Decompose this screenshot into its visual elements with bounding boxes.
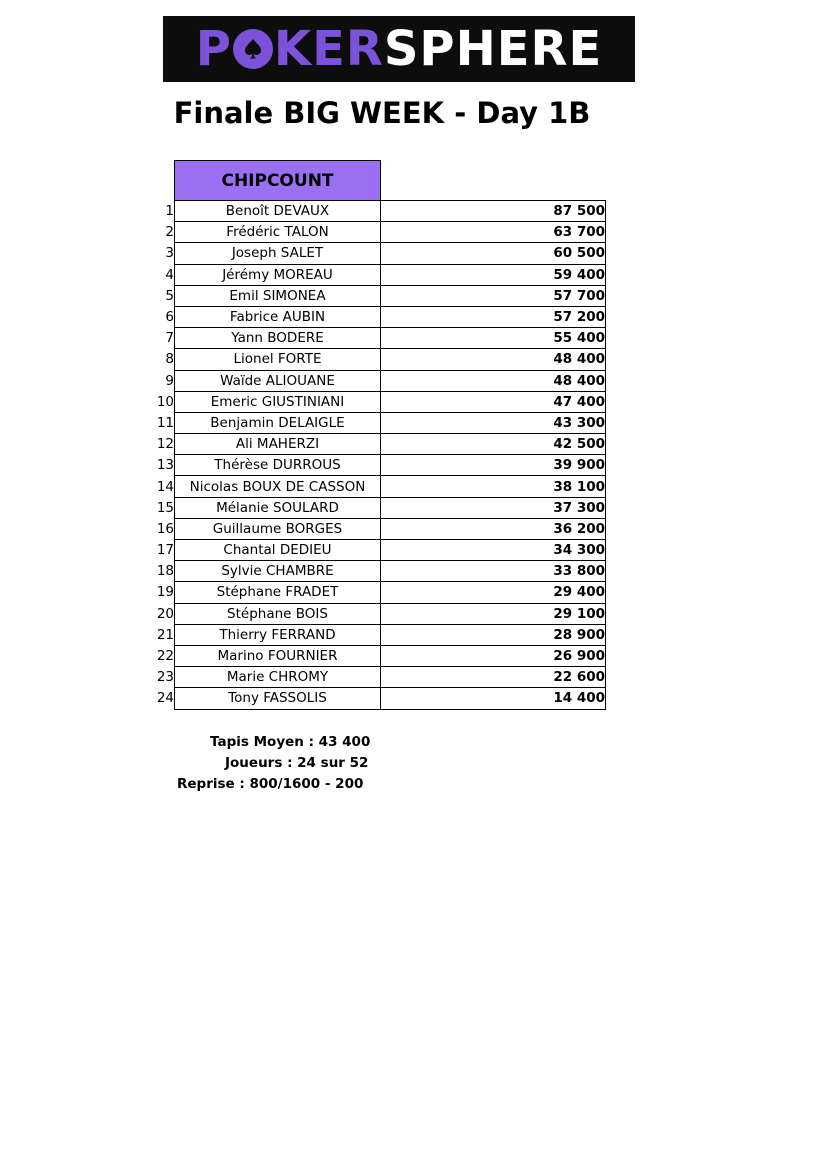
- table-row: [150, 412, 606, 433]
- player-name: Jérémy MOREAU: [175, 264, 381, 285]
- player-rank: 7: [165, 330, 174, 347]
- player-rank: 12: [156, 436, 174, 453]
- player-chips: 39 900: [381, 455, 606, 476]
- table-row: [150, 264, 606, 285]
- player-name: Emeric GIUSTINIANI: [175, 391, 381, 412]
- player-rank: 5: [165, 287, 174, 304]
- player-chips: 43 300: [381, 412, 606, 433]
- player-chips: 59 400: [381, 264, 606, 285]
- player-chips: 87 500: [381, 201, 606, 222]
- player-name: Fabrice AUBIN: [175, 306, 381, 327]
- player-name: Sylvie CHAMBRE: [175, 561, 381, 582]
- player-chips: 55 400: [381, 328, 606, 349]
- spade-icon: [233, 29, 273, 69]
- player-rank: 23: [156, 669, 174, 686]
- player-chips: 48 400: [381, 370, 606, 391]
- player-rank: 19: [156, 584, 174, 601]
- table-row: [150, 285, 606, 306]
- player-rank: 4: [165, 266, 174, 283]
- table-row: [150, 243, 606, 264]
- player-name: Thérèse DURROUS: [175, 455, 381, 476]
- logo-letters-ker: KER: [273, 21, 384, 77]
- player-rank: 21: [156, 626, 174, 643]
- player-rank: 17: [156, 542, 174, 559]
- player-rank: 2: [165, 224, 174, 241]
- player-name: Benoît DEVAUX: [175, 201, 381, 222]
- player-chips: 47 400: [381, 391, 606, 412]
- player-chips: 37 300: [381, 497, 606, 518]
- table-row: [150, 434, 606, 455]
- logo-sphere: SPHERE: [383, 21, 603, 77]
- player-chips: 14 400: [381, 688, 606, 709]
- player-rank: 8: [165, 351, 174, 368]
- player-name: Guillaume BORGES: [175, 518, 381, 539]
- player-name: Marino FOURNIER: [175, 645, 381, 666]
- player-chips: 38 100: [381, 476, 606, 497]
- table-row: [150, 624, 606, 645]
- player-name: Thierry FERRAND: [175, 624, 381, 645]
- player-name: Frédéric TALON: [175, 222, 381, 243]
- logo-letter-p: P: [195, 21, 232, 77]
- player-rank: 11: [156, 414, 174, 431]
- player-chips: 60 500: [381, 243, 606, 264]
- player-chips: 42 500: [381, 434, 606, 455]
- table-row: [150, 349, 606, 370]
- player-name: Lionel FORTE: [175, 349, 381, 370]
- player-chips: 29 100: [381, 603, 606, 624]
- player-name: Waïde ALIOUANE: [175, 370, 381, 391]
- player-name: Stéphane BOIS: [175, 603, 381, 624]
- player-name: Ali MAHERZI: [175, 434, 381, 455]
- table-row: [150, 645, 606, 666]
- player-rank: 3: [165, 245, 174, 262]
- table-row: [150, 603, 606, 624]
- player-chips: 29 400: [381, 582, 606, 603]
- average-stack: Tapis Moyen : 43 400: [210, 734, 371, 750]
- player-name: Joseph SALET: [175, 243, 381, 264]
- table-row: [150, 561, 606, 582]
- player-chips: 63 700: [381, 222, 606, 243]
- table-row: [150, 518, 606, 539]
- player-name: Benjamin DELAIGLE: [175, 412, 381, 433]
- player-chips: 26 900: [381, 645, 606, 666]
- page-title: Finale BIG WEEK - Day 1B: [173, 96, 591, 130]
- player-name: Tony FASSOLIS: [175, 688, 381, 709]
- player-name: Marie CHROMY: [175, 667, 381, 688]
- table-row: [150, 370, 606, 391]
- pokersphere-logo: [163, 16, 635, 82]
- player-rank: 10: [156, 393, 174, 410]
- table-row: [150, 497, 606, 518]
- player-rank: 1: [165, 203, 174, 220]
- header-divider: [380, 160, 381, 201]
- chipcount-table: [150, 200, 606, 710]
- player-name: Emil SIMONEA: [175, 285, 381, 306]
- player-rank: 20: [156, 605, 174, 622]
- player-chips: 36 200: [381, 518, 606, 539]
- chipcount-header: CHIPCOUNT: [174, 160, 381, 201]
- player-rank: 16: [156, 520, 174, 537]
- table-row: [150, 391, 606, 412]
- player-rank: 6: [165, 309, 174, 326]
- restart-levels: Reprise : 800/1600 - 200: [177, 776, 364, 792]
- player-rank: 14: [156, 478, 174, 495]
- player-chips: 57 200: [381, 306, 606, 327]
- table-row: [150, 306, 606, 327]
- player-name: Mélanie SOULARD: [175, 497, 381, 518]
- table-row: [150, 667, 606, 688]
- table-row: [150, 455, 606, 476]
- player-rank: 13: [156, 457, 174, 474]
- player-name: Nicolas BOUX DE CASSON: [175, 476, 381, 497]
- logo-wordmark: [195, 21, 603, 77]
- player-rank: 9: [165, 372, 174, 389]
- player-chips: 57 700: [381, 285, 606, 306]
- player-chips: 28 900: [381, 624, 606, 645]
- player-chips: 48 400: [381, 349, 606, 370]
- player-rank: 18: [156, 563, 174, 580]
- player-name: Yann BODERE: [175, 328, 381, 349]
- player-chips: 34 300: [381, 540, 606, 561]
- player-chips: 22 600: [381, 667, 606, 688]
- player-rank: 24: [156, 690, 174, 707]
- table-row: [150, 582, 606, 603]
- players-count: Joueurs : 24 sur 52: [225, 755, 369, 771]
- player-name: Chantal DEDIEU: [175, 540, 381, 561]
- player-rank: 15: [156, 499, 174, 516]
- player-chips: 33 800: [381, 561, 606, 582]
- table-row: [150, 222, 606, 243]
- logo-poker: [195, 21, 384, 77]
- player-name: Stéphane FRADET: [175, 582, 381, 603]
- player-rank: 22: [156, 648, 174, 665]
- table-row: [150, 540, 606, 561]
- chipcount-rows: [150, 201, 606, 710]
- table-row: [150, 201, 606, 222]
- table-row: [150, 328, 606, 349]
- table-row: [150, 476, 606, 497]
- table-row: [150, 688, 606, 709]
